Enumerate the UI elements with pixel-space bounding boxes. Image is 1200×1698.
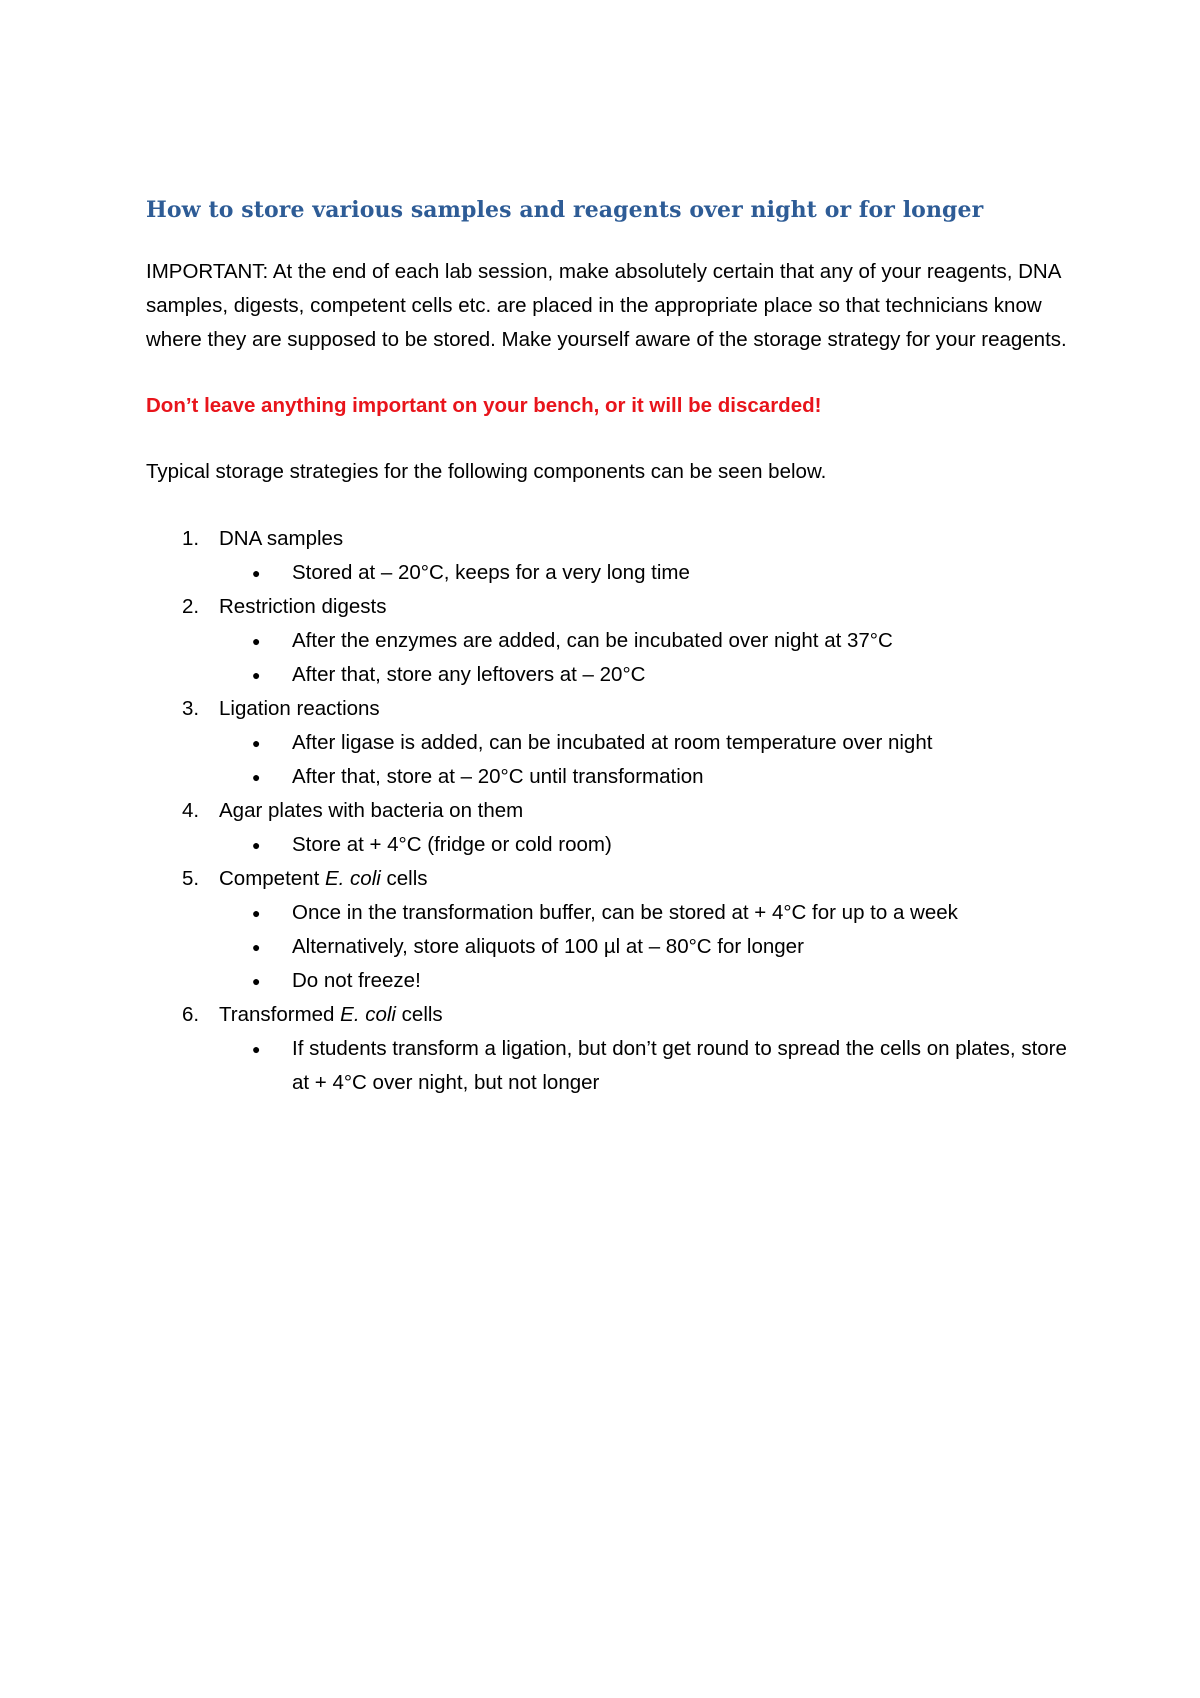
list-item-label bbox=[219, 998, 1076, 1032]
bullet-icon: ● bbox=[252, 939, 261, 955]
sub-list-item-text: Once in the transformation buffer, can be stored at + 4°C for up to a week bbox=[292, 901, 958, 924]
sub-list-item bbox=[146, 896, 1076, 930]
sub-list-item-text: After that, store at – 20°C until transformation bbox=[292, 765, 704, 788]
list-item bbox=[146, 590, 1076, 692]
sub-list-item-text: After that, store any leftovers at – 20°C bbox=[292, 663, 646, 686]
list-item-label-prefix: Transformed bbox=[219, 1003, 341, 1026]
sub-list bbox=[146, 726, 1076, 794]
list-item-heading bbox=[146, 522, 1076, 556]
list-item-heading bbox=[146, 998, 1076, 1032]
bullet-icon: ● bbox=[252, 973, 261, 989]
list-item-label-prefix: Competent bbox=[219, 867, 325, 890]
sub-list-item bbox=[146, 760, 1076, 794]
list-item-label-species: E. coli bbox=[324, 867, 381, 890]
bullet-icon: ● bbox=[252, 735, 261, 751]
list-item-label-suffix: cells bbox=[395, 1003, 443, 1026]
list-item-label: Restriction digests bbox=[219, 595, 387, 618]
list-item-heading bbox=[146, 862, 1076, 896]
list-item-label-suffix: cells bbox=[380, 867, 428, 890]
sub-list-item bbox=[146, 964, 1076, 998]
list-item bbox=[146, 862, 1076, 998]
list-item bbox=[146, 522, 1076, 590]
warning-text: Don’t leave anything important on your bench, or it will be discarded! bbox=[146, 394, 822, 417]
sub-list-item bbox=[146, 1032, 1076, 1100]
bullet-icon: ● bbox=[252, 769, 261, 785]
bullet-icon: ● bbox=[252, 565, 261, 581]
list-item-heading bbox=[146, 692, 1076, 726]
bullet-icon: ● bbox=[252, 1041, 261, 1057]
sub-list-item bbox=[146, 658, 1076, 692]
sub-list-item-text: After the enzymes are added, can be incubated over night at 37°C bbox=[292, 629, 893, 652]
sub-list bbox=[146, 1032, 1076, 1100]
list-item-number: 2. bbox=[182, 595, 200, 618]
sub-list-item-text: After ligase is added, can be incubated at room temperature over night bbox=[292, 731, 933, 754]
list-item-label: Ligation reactions bbox=[219, 697, 380, 720]
bullet-icon: ● bbox=[252, 667, 261, 683]
sub-list-item bbox=[146, 930, 1076, 964]
list-item bbox=[146, 794, 1076, 862]
list-item-number: 5. bbox=[182, 867, 200, 890]
bullet-icon: ● bbox=[252, 837, 261, 853]
bullet-icon: ● bbox=[252, 633, 261, 649]
list-item bbox=[146, 998, 1076, 1100]
list-item-label-species: E. coli bbox=[340, 1003, 396, 1026]
sub-list bbox=[146, 624, 1076, 692]
sub-list bbox=[146, 556, 1076, 590]
document-content bbox=[146, 190, 1076, 1100]
list-item-number: 4. bbox=[182, 799, 200, 822]
list-item-heading bbox=[146, 794, 1076, 828]
intro-to-list: Typical storage strategies for the following components can be seen below. bbox=[146, 460, 827, 483]
important-paragraph: IMPORTANT: At the end of each lab session, make absolutely certain that any of your reagents, DNA samples, digests, competent cells etc. are placed in the appropriate place so that technicians know where they are supposed to be stored. Make yourself aware of the storage strategy for your reagents. bbox=[146, 260, 1067, 351]
sub-list-item bbox=[146, 624, 1076, 658]
list-item-heading bbox=[146, 590, 1076, 624]
sub-list-item-text: Do not freeze! bbox=[292, 969, 421, 992]
sub-list bbox=[146, 896, 1076, 998]
sub-list-item bbox=[146, 556, 1076, 590]
sub-list-item bbox=[146, 726, 1076, 760]
page-title: How to store various samples and reagents over night or for longer bbox=[146, 197, 984, 223]
sub-list-item bbox=[146, 828, 1076, 862]
bullet-icon: ● bbox=[252, 905, 261, 921]
list-item-label bbox=[219, 862, 1076, 896]
sub-list bbox=[146, 828, 1076, 862]
list-item-label: DNA samples bbox=[219, 527, 344, 550]
list-item-number: 1. bbox=[182, 527, 200, 550]
sub-list-item-text: Stored at – 20°C, keeps for a very long time bbox=[292, 561, 690, 584]
list-item-label: Agar plates with bacteria on them bbox=[219, 799, 524, 822]
sub-list-item-text: Alternatively, store aliquots of 100 µl at – 80°C for longer bbox=[292, 935, 804, 958]
storage-list bbox=[146, 522, 1076, 1100]
list-item bbox=[146, 692, 1076, 794]
list-item-number: 3. bbox=[182, 697, 200, 720]
list-item-number: 6. bbox=[182, 1003, 200, 1026]
sub-list-item-text: If students transform a ligation, but don’t get round to spread the cells on plates, store at + 4°C over night, but not longer bbox=[292, 1037, 1067, 1094]
sub-list-item-text: Store at + 4°C (fridge or cold room) bbox=[292, 833, 612, 856]
